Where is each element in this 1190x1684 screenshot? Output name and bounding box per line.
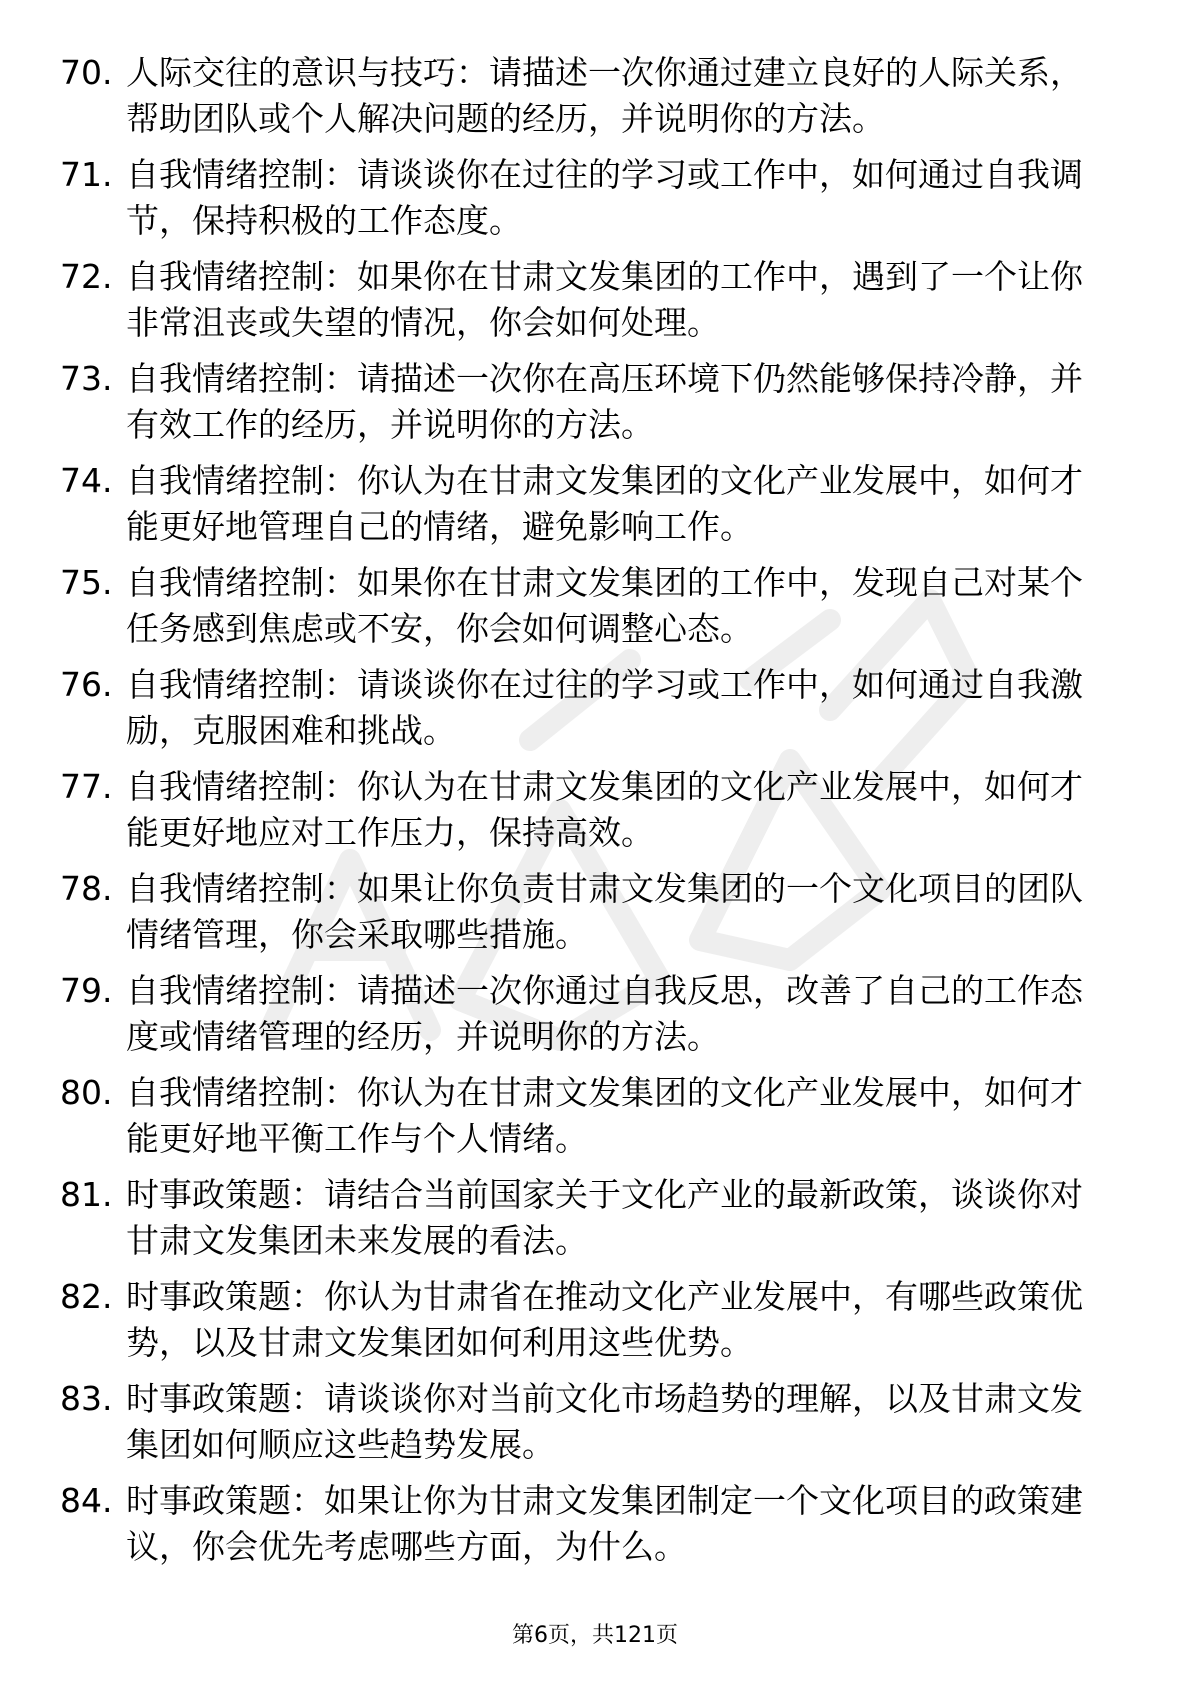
question-number: 71. xyxy=(60,155,113,194)
question-text: 时事政策题：如果让你为甘肃文发集团制定一个文化项目的政策建议，你会优先考虑哪些方面，为什么。 xyxy=(126,1481,1083,1566)
question-number: 78. xyxy=(60,869,113,908)
question-text: 人际交往的意识与技巧：请描述一次你通过建立良好的人际关系，帮助团队或个人解决问题的经历，并说明你的方法。 xyxy=(126,53,1083,138)
question-text: 自我情绪控制：你认为在甘肃文发集团的文化产业发展中，如何才能更好地应对工作压力，保持高效。 xyxy=(126,767,1083,852)
question-number: 75. xyxy=(60,563,113,602)
question-item xyxy=(60,1274,1110,1376)
question-item xyxy=(60,764,1110,866)
question-text: 自我情绪控制：请描述一次你通过自我反思，改善了自己的工作态度或情绪管理的经历，并说明你的方法。 xyxy=(126,971,1083,1056)
question-item xyxy=(60,458,1110,560)
question-number: 84. xyxy=(60,1481,113,1520)
question-number: 79. xyxy=(60,971,113,1010)
question-item xyxy=(60,1478,1110,1580)
question-text: 自我情绪控制：请谈谈你在过往的学习或工作中，如何通过自我调节，保持积极的工作态度。 xyxy=(126,155,1083,240)
question-number: 76. xyxy=(60,665,113,704)
question-text: 时事政策题：请谈谈你对当前文化市场趋势的理解，以及甘肃文发集团如何顺应这些趋势发展。 xyxy=(126,1379,1083,1464)
question-text: 自我情绪控制：请谈谈你在过往的学习或工作中，如何通过自我激励，克服困难和挑战。 xyxy=(126,665,1083,750)
question-item xyxy=(60,152,1110,254)
page-number: 第6页，共121页 xyxy=(512,1623,678,1648)
question-item xyxy=(60,866,1110,968)
question-number: 74. xyxy=(60,461,113,500)
question-item xyxy=(60,356,1110,458)
question-number: 70. xyxy=(60,53,113,92)
question-text: 时事政策题：请结合当前国家关于文化产业的最新政策，谈谈你对甘肃文发集团未来发展的看法。 xyxy=(126,1175,1083,1260)
question-text: 自我情绪控制：请描述一次你在高压环境下仍然能够保持冷静，并有效工作的经历，并说明你的方法。 xyxy=(126,359,1083,444)
question-text: 自我情绪控制：你认为在甘肃文发集团的文化产业发展中，如何才能更好地平衡工作与个人情绪。 xyxy=(126,1073,1083,1158)
question-item xyxy=(60,1376,1110,1478)
question-item xyxy=(60,560,1110,662)
question-text: 自我情绪控制：你认为在甘肃文发集团的文化产业发展中，如何才能更好地管理自己的情绪，避免影响工作。 xyxy=(126,461,1083,546)
question-number: 80. xyxy=(60,1073,113,1112)
question-number: 83. xyxy=(60,1379,113,1418)
question-item xyxy=(60,1070,1110,1172)
question-text: 自我情绪控制：如果让你负责甘肃文发集团的一个文化项目的团队情绪管理，你会采取哪些措施。 xyxy=(126,869,1083,954)
question-number: 82. xyxy=(60,1277,113,1316)
question-text: 自我情绪控制：如果你在甘肃文发集团的工作中，遇到了一个让你非常沮丧或失望的情况，你会如何处理。 xyxy=(126,257,1083,342)
question-number: 81. xyxy=(60,1175,113,1214)
question-text: 时事政策题：你认为甘肃省在推动文化产业发展中，有哪些政策优势，以及甘肃文发集团如何利用这些优势。 xyxy=(126,1277,1083,1362)
question-list xyxy=(60,50,1110,1580)
question-item xyxy=(60,254,1110,356)
question-number: 73. xyxy=(60,359,113,398)
question-number: 72. xyxy=(60,257,113,296)
question-item xyxy=(60,662,1110,764)
question-item xyxy=(60,968,1110,1070)
question-item xyxy=(60,50,1110,152)
question-text: 自我情绪控制：如果你在甘肃文发集团的工作中，发现自己对某个任务感到焦虑或不安，你会如何调整心态。 xyxy=(126,563,1083,648)
question-number: 77. xyxy=(60,767,113,806)
question-item xyxy=(60,1172,1110,1274)
